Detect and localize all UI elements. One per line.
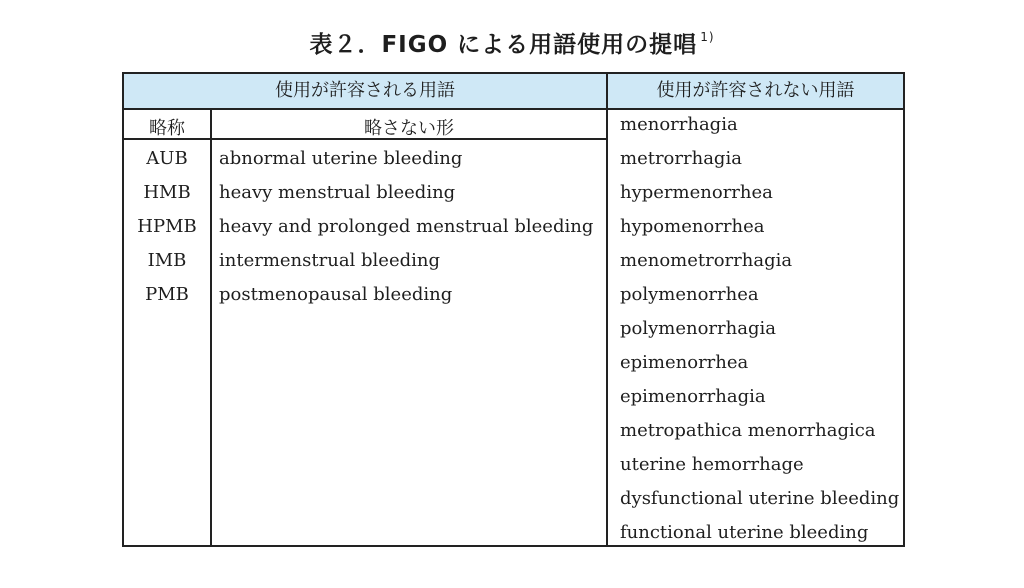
column-divider-abbr [210,108,212,545]
figo-terminology-table [122,72,905,547]
not-allowed-term: hypomenorrhea [620,216,765,237]
reference-mark: 1) [700,30,715,44]
not-allowed-term: hypermenorrhea [620,182,773,203]
not-allowed-term: metropathica menorrhagica [620,420,876,441]
table-title [0,26,1024,59]
not-allowed-term: uterine hemorrhage [620,454,804,475]
subheader-abbreviation: 略称 [149,118,185,139]
not-allowed-term: dysfunctional uterine bleeding [620,488,900,509]
subheader-full-form: 略さない形 [364,118,454,139]
allowed-abbr: AUB [146,148,188,169]
header-not-allowed-terms: 使用が許容されない用語 [608,74,903,110]
allowed-full: heavy and prolonged menstrual bleeding [219,216,594,237]
not-allowed-term: metrorrhagia [620,148,742,169]
table-title-text: 表２．FIGO による用語使用の提唱 [309,32,698,58]
allowed-abbr: IMB [147,250,187,271]
allowed-abbr: HPMB [137,216,197,237]
allowed-full: abnormal uterine bleeding [219,148,463,169]
allowed-abbr: PMB [145,284,189,305]
allowed-full: intermenstrual bleeding [219,250,441,271]
not-allowed-term: polymenorrhagia [620,318,776,339]
allowed-abbr: HMB [143,182,191,203]
allowed-full: heavy menstrual bleeding [219,182,456,203]
not-allowed-term: epimenorrhagia [620,386,766,407]
not-allowed-term: epimenorrhea [620,352,749,373]
allowed-full: postmenopausal bleeding [219,284,453,305]
column-divider-main [606,74,608,545]
header-allowed-terms: 使用が許容される用語 [124,74,606,110]
not-allowed-term: menorrhagia [620,114,738,135]
not-allowed-term: polymenorrhea [620,284,759,305]
not-allowed-term: menometrorrhagia [620,250,793,271]
not-allowed-term: functional uterine bleeding [620,522,869,543]
